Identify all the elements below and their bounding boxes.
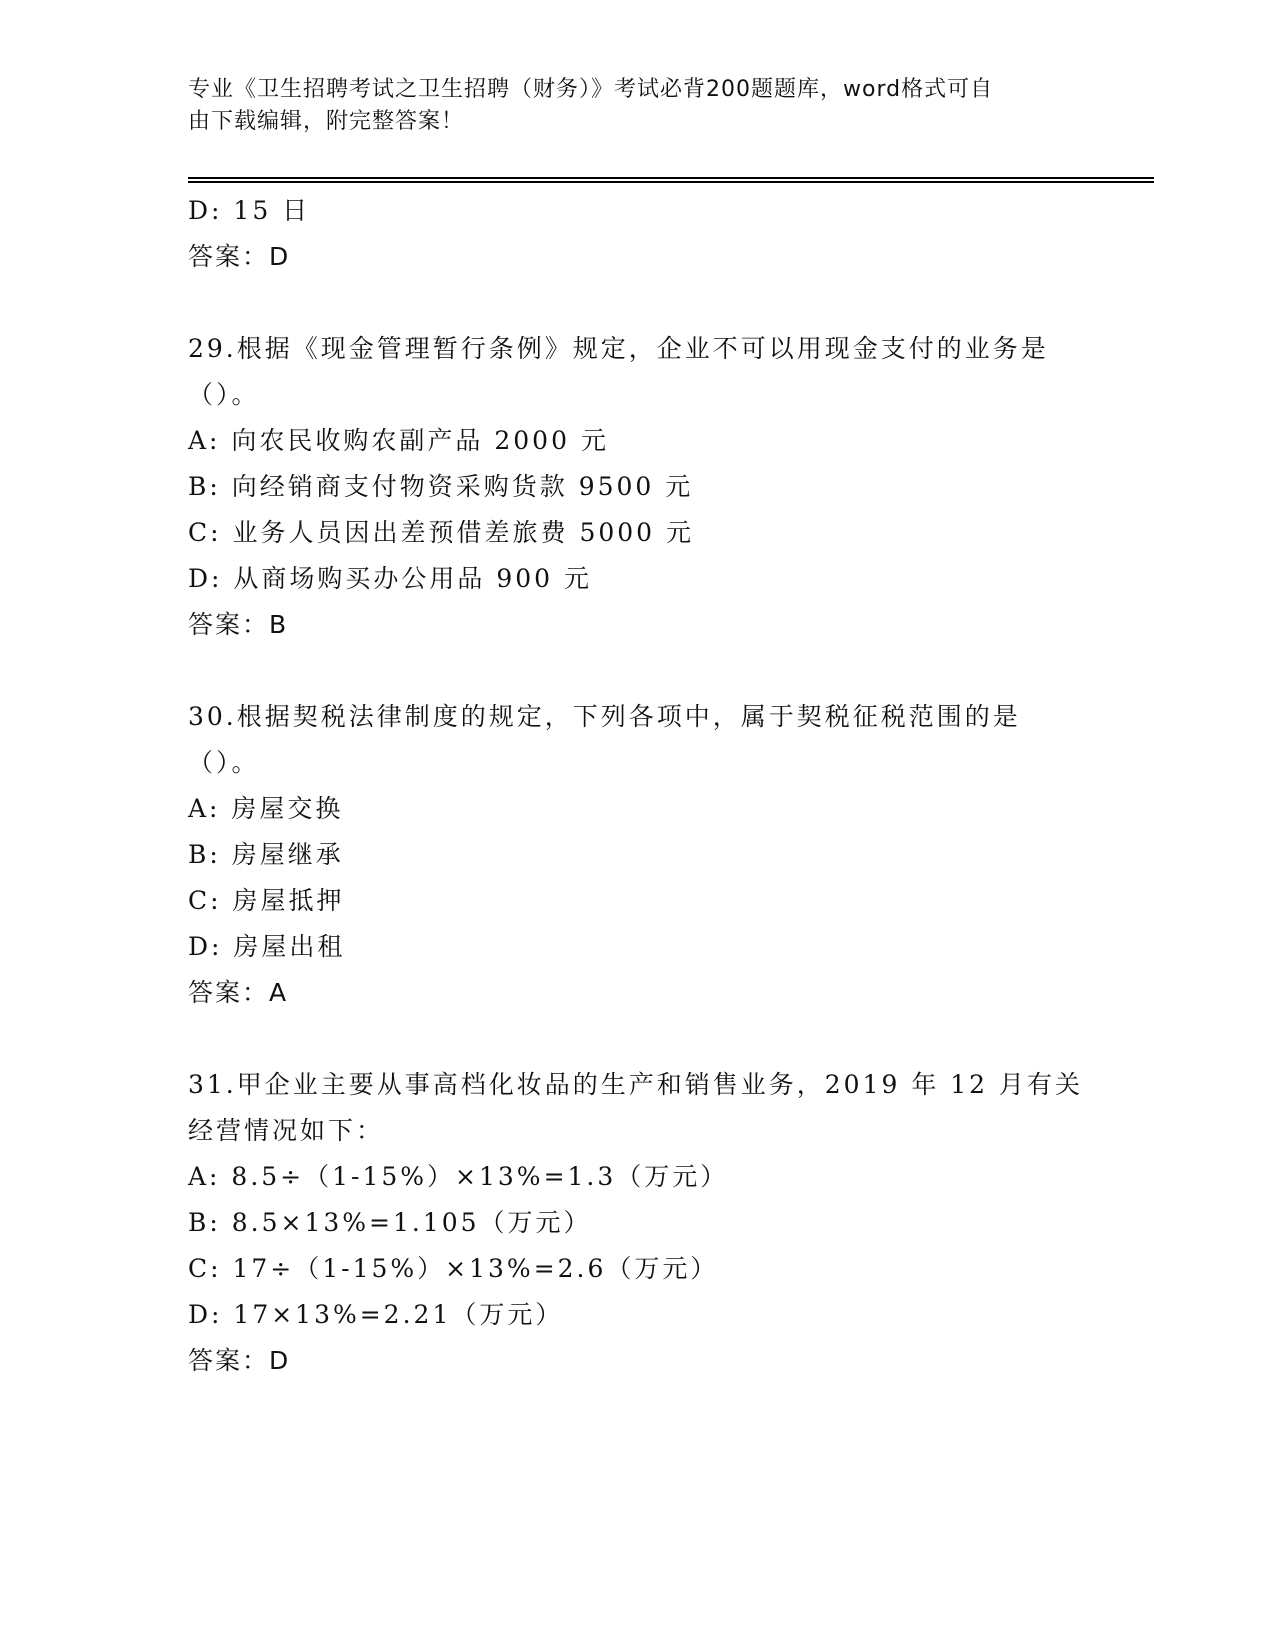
q29-option-b: B: 向经销商支付物资采购货款 9500 元 — [188, 472, 694, 501]
q30-option-c: C: 房屋抵押 — [188, 886, 345, 915]
q31-answer: 答案：D — [188, 1346, 291, 1375]
q29-option-c: C: 业务人员因出差预借差旅费 5000 元 — [188, 518, 695, 547]
header-line-1: 专业《卫生招聘考试之卫生招聘（财务）》考试必背200题题库，word格式可自 — [188, 77, 994, 102]
header-divider-top — [188, 177, 1154, 179]
header-divider-bottom — [188, 181, 1154, 183]
q31-text: 31.甲企业主要从事高档化妆品的生产和销售业务，2019 年 12 月有关经营情况如下： — [188, 1070, 1084, 1145]
q31-option-d: D: 17×13%=2.21（万元） — [188, 1300, 564, 1329]
question-list — [188, 188, 1088, 1384]
question-28-tail — [188, 188, 1088, 280]
q30-option-b: B: 房屋继承 — [188, 840, 344, 869]
q31-option-a: A: 8.5÷（1-15%）×13%=1.3（万元） — [188, 1162, 729, 1191]
spacer — [188, 280, 1088, 326]
q31-option-c: C: 17÷（1-15%）×13%=2.6（万元） — [188, 1254, 719, 1283]
question-31 — [188, 1062, 1088, 1384]
header-line-2: 由下载编辑，附完整答案！ — [188, 109, 465, 134]
question-30 — [188, 694, 1088, 1016]
q29-option-a: A: 向农民收购农副产品 2000 元 — [188, 426, 609, 455]
spacer — [188, 1016, 1088, 1062]
q31-option-b: B: 8.5×13%=1.105（万元） — [188, 1208, 592, 1237]
q29-text: 29.根据《现金管理暂行条例》规定，企业不可以用现金支付的业务是（）。 — [188, 334, 1049, 409]
q30-text: 30.根据契税法律制度的规定，下列各项中，属于契税征税范围的是（）。 — [188, 702, 1021, 777]
q30-option-d: D: 房屋出租 — [188, 932, 346, 961]
q28-option-d: D: 15 日 — [188, 196, 311, 225]
document-header — [188, 74, 1068, 138]
q28-answer: 答案：D — [188, 242, 291, 271]
spacer — [188, 648, 1088, 694]
q29-answer: 答案：B — [188, 610, 289, 639]
q30-option-a: A: 房屋交换 — [188, 794, 344, 823]
q30-answer: 答案：A — [188, 978, 289, 1007]
question-29 — [188, 326, 1088, 648]
q29-option-d: D: 从商场购买办公用品 900 元 — [188, 564, 593, 593]
